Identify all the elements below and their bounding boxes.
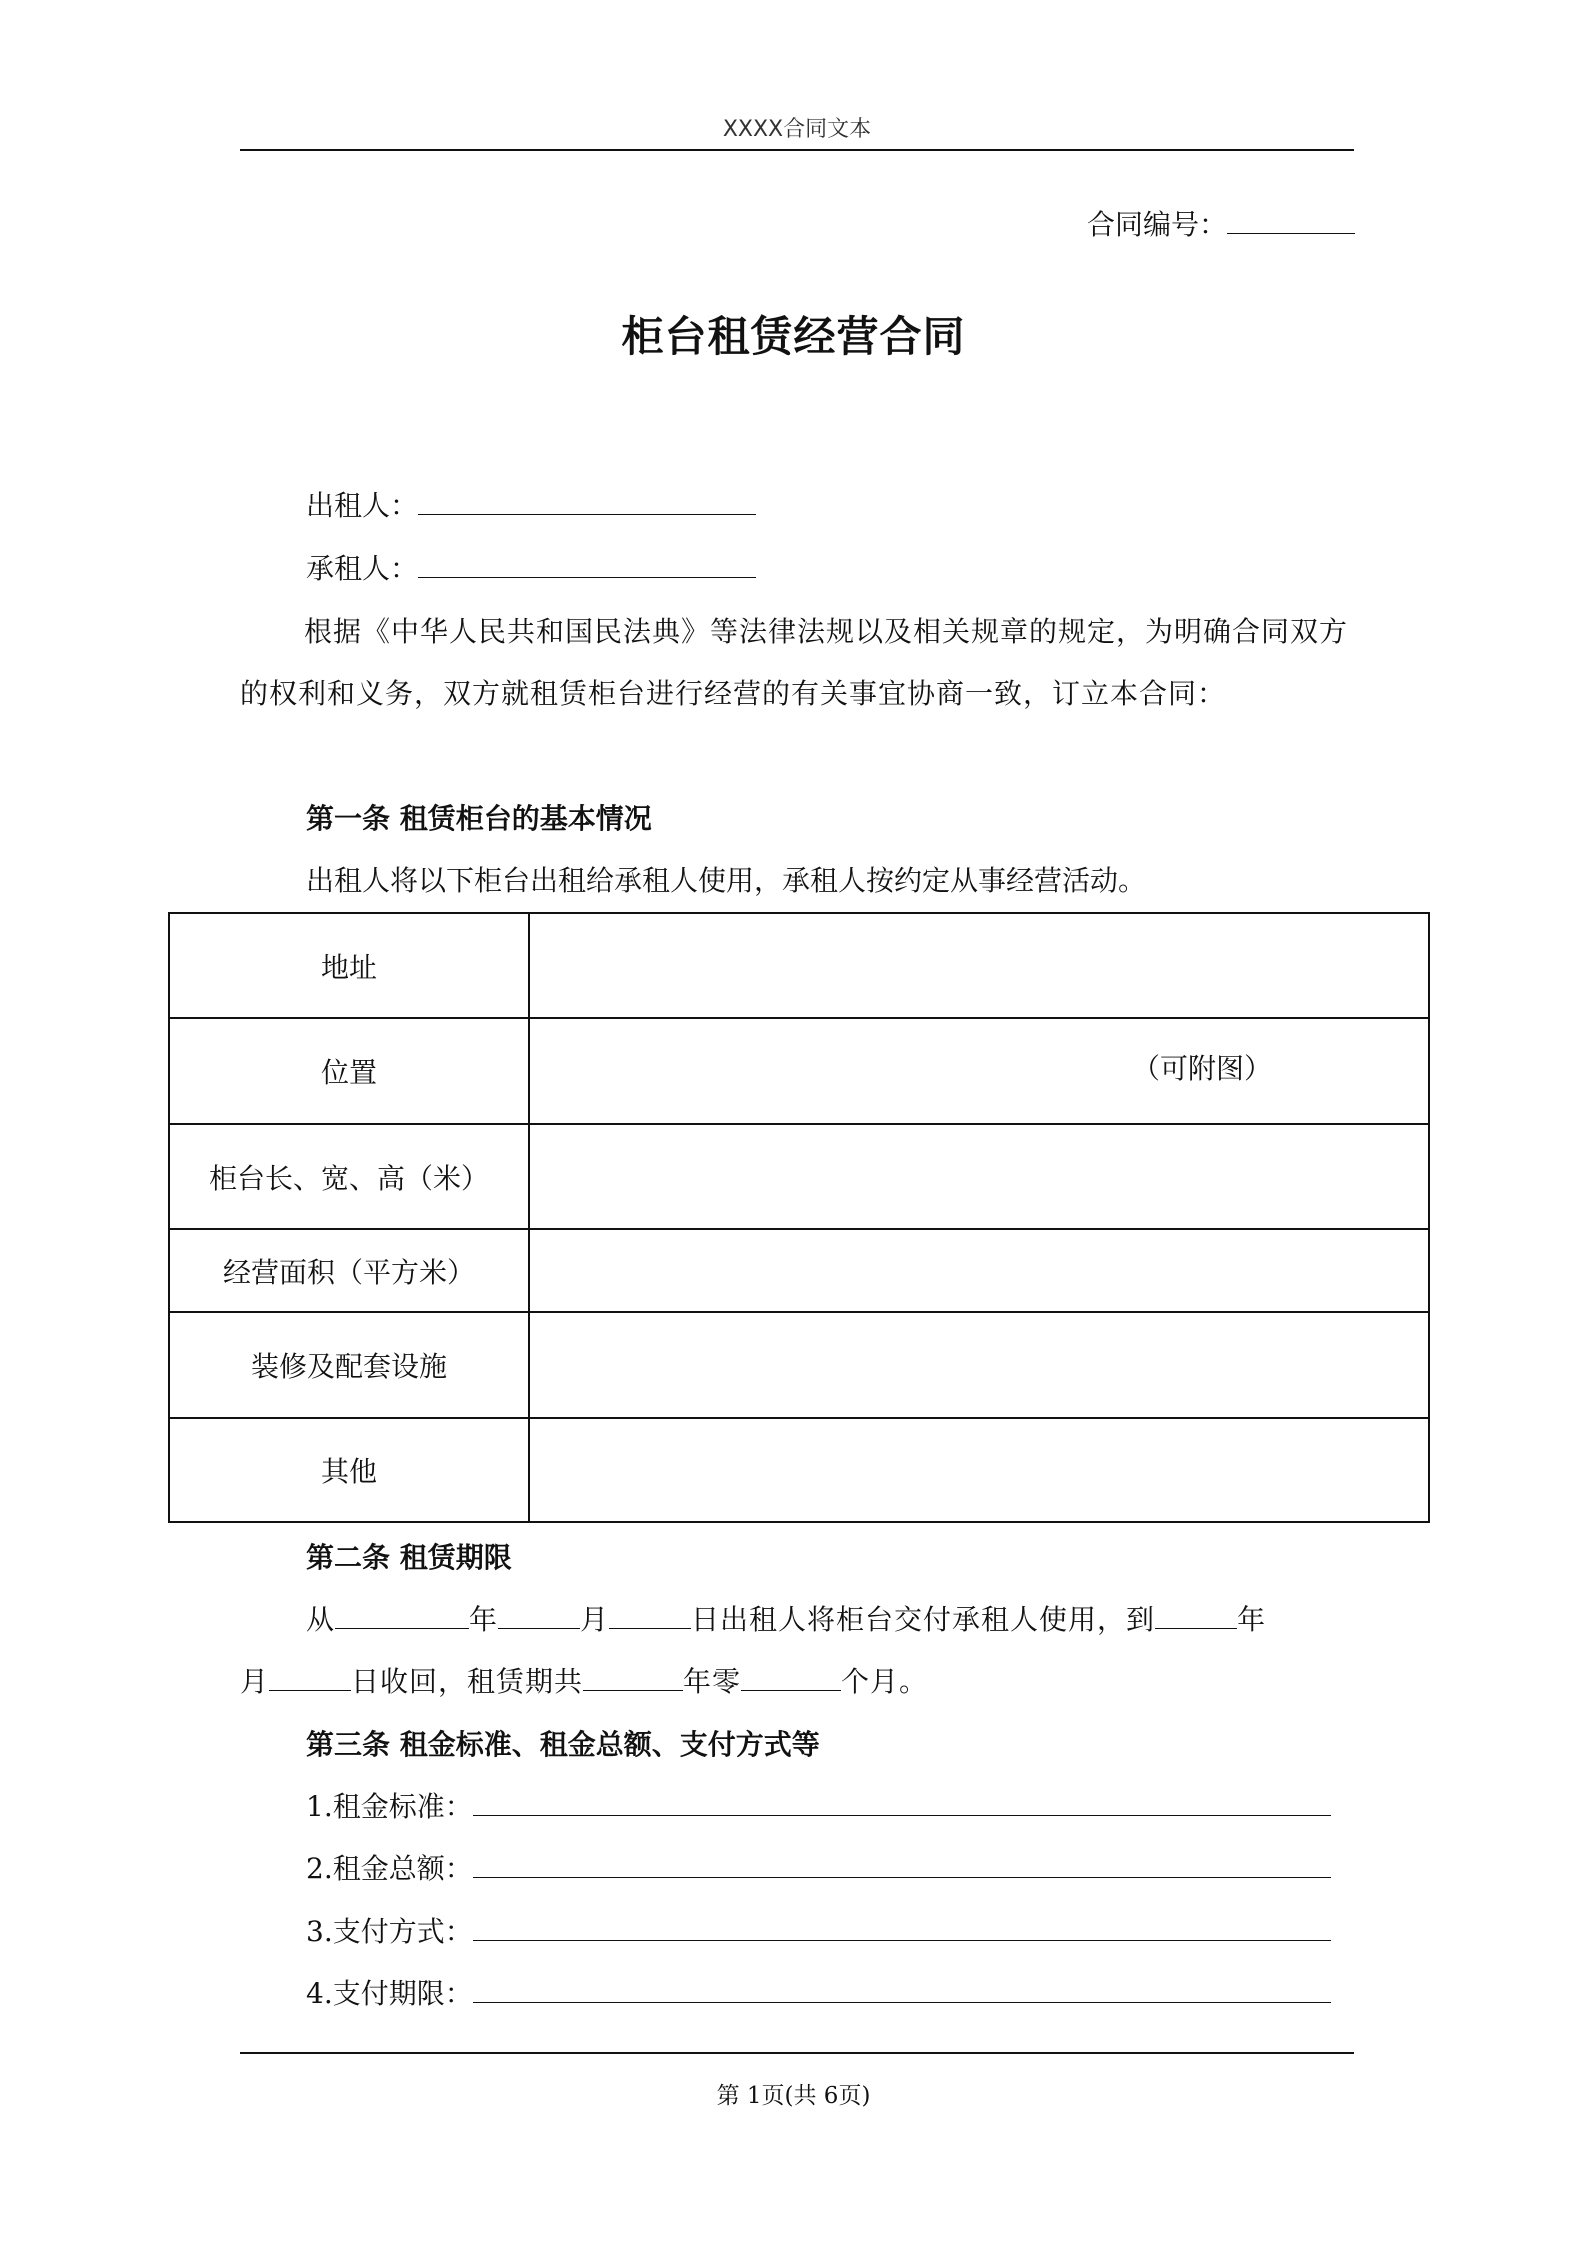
rent-total-blank[interactable] — [473, 1849, 1331, 1878]
term-month-2: 月 — [240, 1665, 270, 1698]
start-year-blank[interactable] — [335, 1600, 469, 1629]
preamble-paragraph: 根据《中华人民共和国民法典》等法律法规以及相关规章的规定，为明确合同双方的权利和义务，双方就租赁柜台进行经营的有关事宜协商一致，订立本合同： — [240, 615, 1349, 710]
counter-info-table — [168, 912, 1430, 1523]
table-row — [169, 1229, 1429, 1312]
table-value-facilities[interactable] — [529, 1312, 1429, 1418]
term-year-2: 年 — [1237, 1603, 1267, 1636]
term-return: 日收回，租赁期共 — [351, 1665, 584, 1698]
rent-standard-blank[interactable] — [473, 1787, 1331, 1816]
term-years-blank[interactable] — [583, 1662, 683, 1691]
term-from: 从 — [306, 1603, 336, 1636]
term-handover: 日出租人将柜台交付承租人使用，到 — [691, 1603, 1156, 1636]
payment-deadline-label: 4.支付期限： — [306, 1977, 473, 2010]
article1-intro: 出租人将以下柜台出租给承租人使用，承租人按约定从事经营活动。 — [306, 864, 1147, 897]
lease-term-line-1 — [306, 1600, 1266, 1640]
end-year-blank[interactable] — [1155, 1600, 1237, 1629]
end-day-blank[interactable] — [269, 1662, 351, 1691]
payment-method-line — [306, 1912, 1331, 1952]
table-label-facilities: 装修及配套设施 — [169, 1312, 529, 1418]
table-value-area[interactable] — [529, 1229, 1429, 1312]
attach-map-note: （可附图） — [1132, 1052, 1273, 1085]
contract-number-label: 合同编号： — [1086, 208, 1227, 241]
payment-deadline-line — [306, 1974, 1331, 2014]
table-row — [169, 1124, 1429, 1229]
payment-method-label: 3.支付方式： — [306, 1915, 473, 1948]
contract-number-blank[interactable] — [1227, 205, 1355, 234]
lessor-blank[interactable] — [418, 486, 756, 515]
table-row — [169, 1418, 1429, 1522]
payment-method-blank[interactable] — [473, 1912, 1331, 1941]
page-number-footer: 第 1页(共 6页) — [716, 2083, 871, 2109]
term-years-and: 年零 — [683, 1665, 742, 1698]
article2-heading: 第二条 租赁期限 — [306, 1541, 512, 1574]
running-header: XXXX合同文本 — [722, 117, 872, 142]
table-row — [169, 913, 1429, 1018]
table-value-dimensions[interactable] — [529, 1124, 1429, 1229]
lease-term-line-2 — [240, 1662, 928, 1702]
rent-total-line — [306, 1849, 1331, 1889]
term-month: 月 — [580, 1603, 610, 1636]
payment-deadline-blank[interactable] — [473, 1974, 1331, 2003]
term-months-end: 个月。 — [841, 1665, 929, 1698]
table-value-position[interactable] — [529, 1018, 1429, 1124]
table-label-address: 地址 — [169, 913, 529, 1018]
start-day-blank[interactable] — [609, 1600, 691, 1629]
lessee-line — [306, 549, 756, 589]
table-label-other: 其他 — [169, 1418, 529, 1522]
rent-total-label: 2.租金总额： — [306, 1852, 473, 1885]
contract-number — [1087, 205, 1355, 245]
start-month-blank[interactable] — [498, 1600, 580, 1629]
lessee-label: 承租人： — [306, 552, 419, 585]
table-label-dimensions: 柜台长、宽、高（米） — [169, 1124, 529, 1229]
term-year: 年 — [469, 1603, 499, 1636]
lessor-label: 出租人： — [306, 489, 419, 522]
table-row — [169, 1018, 1429, 1124]
header-rule — [240, 149, 1354, 151]
rent-standard-label: 1.租金标准： — [306, 1790, 473, 1823]
footer-rule — [240, 2052, 1354, 2054]
document-title: 柜台租赁经营合同 — [621, 312, 966, 361]
table-label-area: 经营面积（平方米） — [169, 1229, 529, 1312]
table-value-other[interactable] — [529, 1418, 1429, 1522]
table-row — [169, 1312, 1429, 1418]
table-value-address[interactable] — [529, 913, 1429, 1018]
article1-heading: 第一条 租赁柜台的基本情况 — [306, 802, 652, 835]
term-months-blank[interactable] — [741, 1662, 841, 1691]
lessee-blank[interactable] — [418, 549, 756, 578]
article3-heading: 第三条 租金标准、租金总额、支付方式等 — [306, 1728, 820, 1761]
table-label-position: 位置 — [169, 1018, 529, 1124]
rent-standard-line — [306, 1787, 1331, 1827]
lessor-line — [306, 486, 756, 526]
